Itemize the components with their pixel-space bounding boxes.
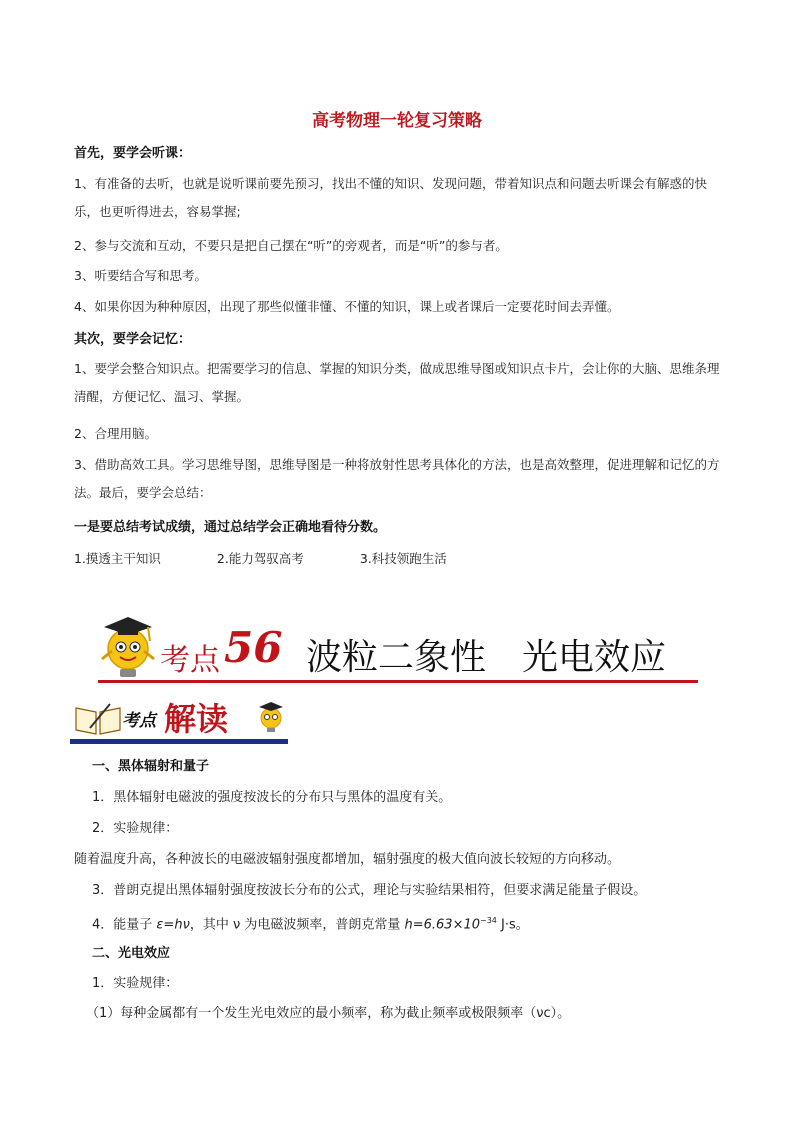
section-heading-listening: 首先，要学会听课： xyxy=(74,146,192,161)
listening-paragraph-1: 1、有准备的去听，也就是说听课前要先预习，找出不懂的知识、发现问题，带着知识点和问题去听课会有解惑的快乐，也更听得进去，容易掌握; xyxy=(74,176,707,219)
planck-exponent: −34 xyxy=(480,916,497,925)
memory-paragraph-2: 2、合理用脑。 xyxy=(74,426,157,441)
jiedu-prefix: 考点 xyxy=(122,711,156,731)
blackbody-point-3: 3．普朗克提出黑体辐射强度按波长分布的公式，理论与实验结果相符，但要求满足能量子假设。 xyxy=(92,883,647,898)
jiedu-highlight: 解读 xyxy=(164,700,229,738)
banner-underline xyxy=(98,680,698,683)
tag-3: 3.科技领跑生活 xyxy=(359,551,447,566)
blackbody-point-4: 4．能量子 ε=hν，其中 ν 为电磁波频率，普朗克常量 $h=6.63\times 10^{-34}$ J·s。 xyxy=(92,916,529,933)
blackbody-point-1: 1．黑体辐射电磁波的强度按波长的分布只与黑体的温度有关。 xyxy=(92,790,452,805)
banner-topic-title: 波粒二象性 光电效应 xyxy=(306,637,667,678)
tag-1: 1.摸透主干知识 xyxy=(74,551,161,566)
jiedu-header xyxy=(70,692,288,744)
banner-kaodian-label: 考点 xyxy=(160,643,220,678)
blackbody-point-2: 2．实验规律： xyxy=(92,821,179,836)
document-title: 高考物理一轮复习策略 xyxy=(312,111,482,131)
small-mascot-icon xyxy=(256,700,286,734)
topic-banner xyxy=(98,615,698,687)
energy-quantum-formula: ε=hν xyxy=(156,917,190,933)
listening-paragraph-4: 4、如果你因为种种原因，出现了那些似懂非懂、不懂的知识，课上或者课后一定要花时间去弄懂。 xyxy=(74,299,620,314)
blackbody-rule-text: 随着温度升高，各种波长的电磁波辐射强度都增加，辐射强度的极大值向波长较短的方向移动。 xyxy=(74,852,621,867)
open-book-icon xyxy=(72,700,124,740)
jiedu-underline xyxy=(70,739,288,744)
heading-photoelectric: 二、光电效应 xyxy=(92,946,171,961)
photoelectric-point-1: 1．实验规律： xyxy=(92,976,179,991)
planck-constant: h=6.63×10 xyxy=(404,917,481,933)
listening-paragraph-2: 2、参与交流和互动，不要只是把自己摆在“听”的旁观者，而是“听”的参与者。 xyxy=(74,238,508,253)
tag-row xyxy=(74,549,499,567)
memory-paragraph-3: 3、借助高效工具。学习思维导图，思维导图是一种将放射性思考具体化的方法，也是高效整理，促进理解和记忆的方法。最后，要学会总结： xyxy=(74,457,720,500)
mascot-lightbulb-icon xyxy=(98,615,158,681)
photoelectric-rule-1: （1）每种金属都有一个发生光电效应的最小频率，称为截止频率或极限频率（νc）。 xyxy=(86,1006,571,1021)
heading-blackbody: 一、黑体辐射和量子 xyxy=(92,759,210,774)
tag-2: 2.能力驾驭高考 xyxy=(216,551,304,566)
listening-paragraph-3: 3、听要结合写和思考。 xyxy=(74,268,207,283)
banner-topic-number: 56 xyxy=(224,623,283,672)
section-heading-memory: 其次，要学会记忆： xyxy=(74,332,192,347)
summary-line: 一是要总结考试成绩，通过总结学会正确地看待分数。 xyxy=(74,520,387,535)
memory-paragraph-1: 1、要学会整合知识点。把需要学习的信息、掌握的知识分类，做成思维导图或知识点卡片，会让你的大脑、思维条理清醒，方便记忆、温习、掌握。 xyxy=(74,361,720,404)
